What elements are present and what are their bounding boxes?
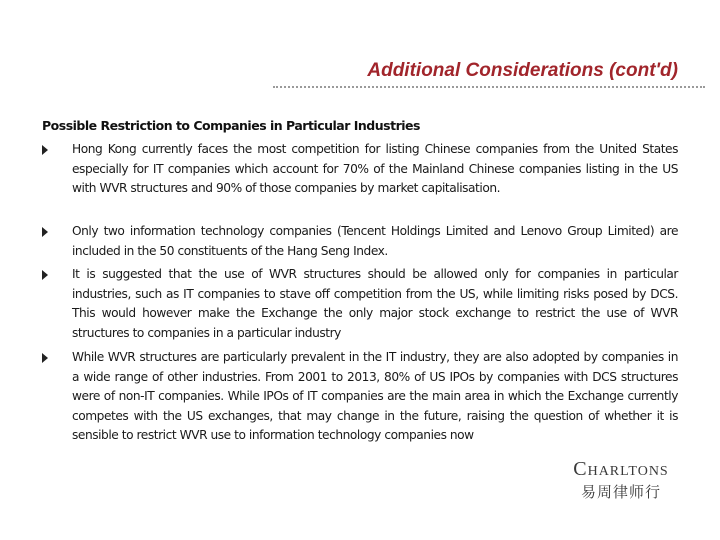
bullet-arrow-icon: [42, 227, 48, 237]
slide-title: Additional Considerations (cont'd): [367, 60, 678, 81]
bullet-text: It is suggested that the use of WVR structures should be allowed only for companies in particular industries, such as IT companies to stave off competition from the US, while limiting risks posed by DCS. This would however make the Exchange the only major stock exchange to restrict the use of WVR structures to companies in a particular industry: [72, 267, 678, 340]
bullet-arrow-icon: [42, 353, 48, 363]
section-subtitle: Possible Restriction to Companies in Particular Industries: [42, 118, 420, 133]
bullet-text: Hong Kong currently faces the most competition for listing Chinese companies from the United States especially for IT companies which account for 70% of the Mainland Chinese companies listing in the US with WVR structures and 90% of those companies by market capitalisation.: [72, 142, 678, 196]
bullet-text: While WVR structures are particularly prevalent in the IT industry, they are also adopted by companies in a wide range of other industries. From 2001 to 2013, 80% of US IPOs by companies with DCS structures were of non-IT companies. While IPOs of IT companies are the main area in which the Exchange currently competes with the US exchanges, that may change in the future, raising the question of whether it is sensible to restrict WVR use to information technology companies now: [72, 350, 678, 443]
charltons-logo: [562, 458, 680, 502]
bullet-arrow-icon: [42, 145, 48, 155]
logo-name-en: Charltons: [573, 458, 669, 480]
bullet-arrow-icon: [42, 270, 48, 280]
bullet-text: Only two information technology companies (Tencent Holdings Limited and Lenovo Group Limited) are included in the 50 constituents of the Hang Seng Index.: [72, 224, 678, 258]
logo-name-zh: 易周律师行: [580, 483, 661, 501]
title-divider: [273, 86, 705, 88]
